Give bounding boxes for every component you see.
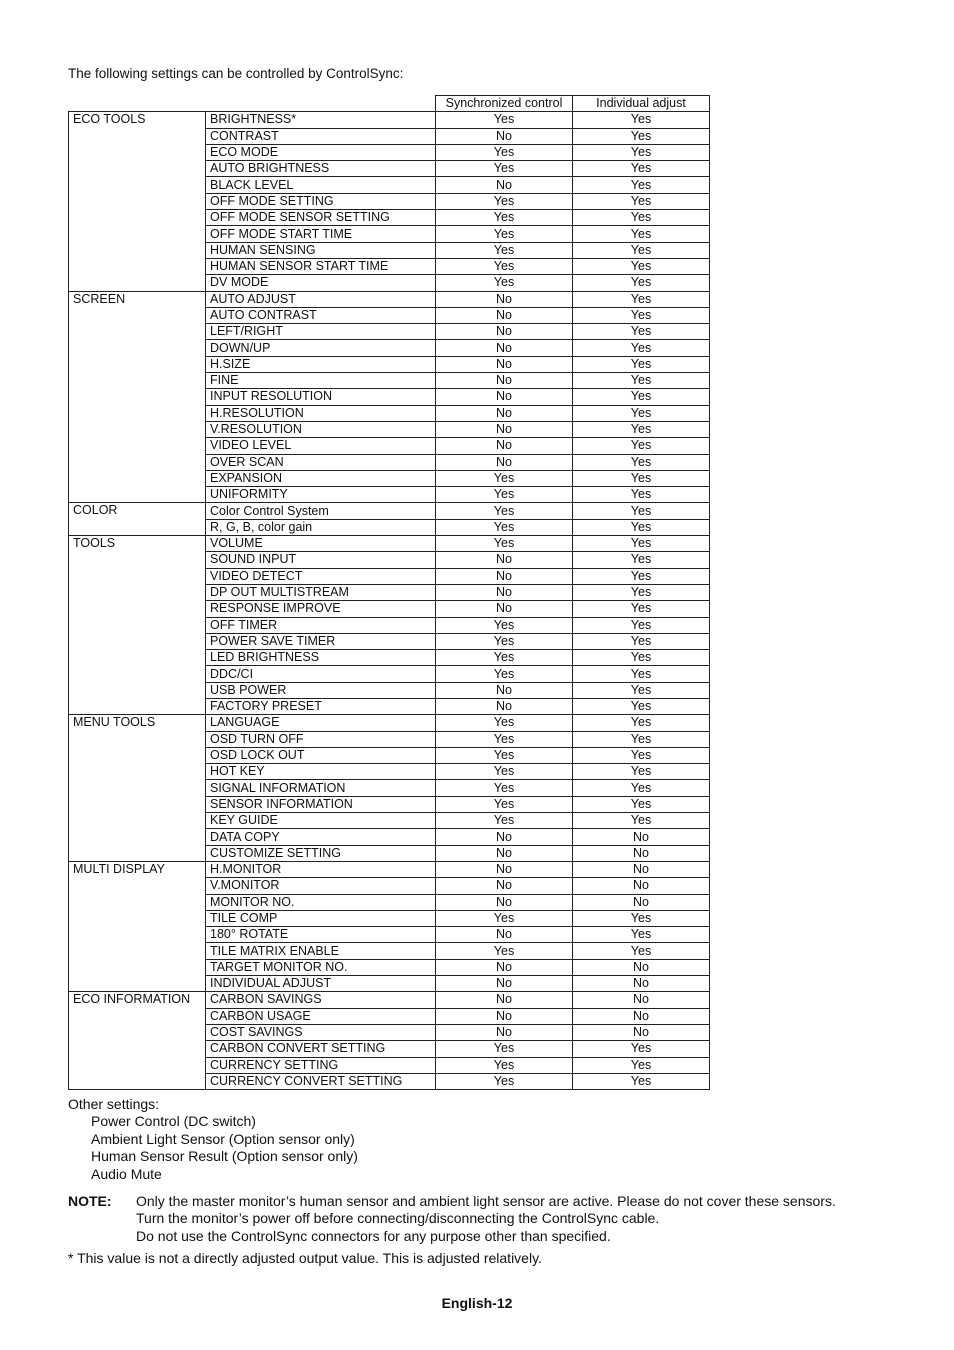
sync-value-cell: No bbox=[436, 927, 573, 943]
sync-value-cell: Yes bbox=[436, 764, 573, 780]
individual-value-cell: Yes bbox=[573, 927, 710, 943]
category-cell: COLOR bbox=[69, 503, 206, 536]
sync-value-cell: Yes bbox=[436, 503, 573, 519]
sync-value-cell: No bbox=[436, 584, 573, 600]
individual-value-cell: No bbox=[573, 894, 710, 910]
setting-cell: R, G, B, color gain bbox=[206, 519, 436, 535]
sync-value-cell: Yes bbox=[436, 193, 573, 209]
individual-value-cell: Yes bbox=[573, 210, 710, 226]
setting-cell: OFF TIMER bbox=[206, 617, 436, 633]
individual-value-cell: Yes bbox=[573, 617, 710, 633]
note-line: Turn the monitor’s power off before connecting/disconnecting the ControlSync cable. bbox=[136, 1210, 660, 1227]
setting-cell: CURRENCY SETTING bbox=[206, 1057, 436, 1073]
header-individual-adjust: Individual adjust bbox=[573, 96, 710, 112]
setting-cell: CUSTOMIZE SETTING bbox=[206, 845, 436, 861]
setting-cell: Color Control System bbox=[206, 503, 436, 519]
individual-value-cell: Yes bbox=[573, 470, 710, 486]
note-line: Only the master monitor’s human sensor and ambient light sensor are active. Please do not cover these sensors. bbox=[136, 1193, 836, 1209]
table-row bbox=[69, 536, 710, 552]
sync-value-cell: Yes bbox=[436, 1073, 573, 1089]
setting-cell: OSD LOCK OUT bbox=[206, 747, 436, 763]
individual-value-cell: No bbox=[573, 959, 710, 975]
category-cell: SCREEN bbox=[69, 291, 206, 503]
individual-value-cell: Yes bbox=[573, 128, 710, 144]
setting-cell: HOT KEY bbox=[206, 764, 436, 780]
sync-value-cell: No bbox=[436, 878, 573, 894]
individual-value-cell: Yes bbox=[573, 1057, 710, 1073]
sync-value-cell: No bbox=[436, 373, 573, 389]
individual-value-cell: Yes bbox=[573, 324, 710, 340]
sync-value-cell: Yes bbox=[436, 666, 573, 682]
sync-value-cell: No bbox=[436, 324, 573, 340]
setting-cell: CARBON SAVINGS bbox=[206, 992, 436, 1008]
individual-value-cell: Yes bbox=[573, 405, 710, 421]
setting-cell: OVER SCAN bbox=[206, 454, 436, 470]
sync-value-cell: No bbox=[436, 568, 573, 584]
setting-cell: HUMAN SENSING bbox=[206, 242, 436, 258]
individual-value-cell: Yes bbox=[573, 584, 710, 600]
setting-cell: V.MONITOR bbox=[206, 878, 436, 894]
sync-value-cell: No bbox=[436, 1024, 573, 1040]
individual-value-cell: No bbox=[573, 845, 710, 861]
setting-cell: VIDEO LEVEL bbox=[206, 438, 436, 454]
individual-value-cell: Yes bbox=[573, 373, 710, 389]
individual-value-cell: Yes bbox=[573, 1041, 710, 1057]
sync-value-cell: Yes bbox=[436, 813, 573, 829]
individual-value-cell: Yes bbox=[573, 177, 710, 193]
setting-cell: SENSOR INFORMATION bbox=[206, 796, 436, 812]
setting-cell: POWER SAVE TIMER bbox=[206, 633, 436, 649]
setting-cell: EXPANSION bbox=[206, 470, 436, 486]
individual-value-cell: Yes bbox=[573, 389, 710, 405]
sync-value-cell: No bbox=[436, 861, 573, 877]
sync-value-cell: No bbox=[436, 454, 573, 470]
table-row bbox=[69, 715, 710, 731]
individual-value-cell: Yes bbox=[573, 910, 710, 926]
individual-value-cell: No bbox=[573, 976, 710, 992]
setting-cell: V.RESOLUTION bbox=[206, 421, 436, 437]
individual-value-cell: Yes bbox=[573, 698, 710, 714]
sync-value-cell: Yes bbox=[436, 519, 573, 535]
sync-value-cell: No bbox=[436, 959, 573, 975]
sync-value-cell: No bbox=[436, 340, 573, 356]
sync-value-cell: Yes bbox=[436, 226, 573, 242]
sync-value-cell: Yes bbox=[436, 470, 573, 486]
individual-value-cell: Yes bbox=[573, 943, 710, 959]
individual-value-cell: Yes bbox=[573, 682, 710, 698]
intro-text: The following settings can be controlled by ControlSync: bbox=[68, 66, 404, 81]
header-blank bbox=[69, 96, 206, 112]
sync-value-cell: Yes bbox=[436, 161, 573, 177]
sync-value-cell: No bbox=[436, 438, 573, 454]
sync-value-cell: Yes bbox=[436, 796, 573, 812]
individual-value-cell: Yes bbox=[573, 650, 710, 666]
setting-cell: DP OUT MULTISTREAM bbox=[206, 584, 436, 600]
sync-value-cell: Yes bbox=[436, 731, 573, 747]
page-number: English-12 bbox=[441, 1295, 513, 1311]
setting-cell: VOLUME bbox=[206, 536, 436, 552]
other-settings-item: Human Sensor Result (Option sensor only) bbox=[91, 1148, 358, 1165]
setting-cell: KEY GUIDE bbox=[206, 813, 436, 829]
individual-value-cell: Yes bbox=[573, 242, 710, 258]
sync-value-cell: Yes bbox=[436, 536, 573, 552]
sync-value-cell: No bbox=[436, 405, 573, 421]
setting-cell: RESPONSE IMPROVE bbox=[206, 601, 436, 617]
setting-cell: H.SIZE bbox=[206, 356, 436, 372]
individual-value-cell: Yes bbox=[573, 1073, 710, 1089]
individual-value-cell: Yes bbox=[573, 275, 710, 291]
individual-value-cell: Yes bbox=[573, 666, 710, 682]
setting-cell: AUTO BRIGHTNESS bbox=[206, 161, 436, 177]
category-cell: ECO INFORMATION bbox=[69, 992, 206, 1090]
header-blank bbox=[206, 96, 436, 112]
individual-value-cell: Yes bbox=[573, 438, 710, 454]
sync-value-cell: No bbox=[436, 389, 573, 405]
sync-value-cell: Yes bbox=[436, 144, 573, 160]
setting-cell: TILE COMP bbox=[206, 910, 436, 926]
individual-value-cell: Yes bbox=[573, 731, 710, 747]
sync-value-cell: No bbox=[436, 698, 573, 714]
setting-cell: VIDEO DETECT bbox=[206, 568, 436, 584]
setting-cell: CURRENCY CONVERT SETTING bbox=[206, 1073, 436, 1089]
setting-cell: OFF MODE SETTING bbox=[206, 193, 436, 209]
individual-value-cell: Yes bbox=[573, 536, 710, 552]
table-body bbox=[69, 112, 710, 1090]
setting-cell: INDIVIDUAL ADJUST bbox=[206, 976, 436, 992]
category-cell: MENU TOOLS bbox=[69, 715, 206, 862]
individual-value-cell: Yes bbox=[573, 226, 710, 242]
sync-value-cell: No bbox=[436, 291, 573, 307]
individual-value-cell: No bbox=[573, 992, 710, 1008]
setting-cell: BLACK LEVEL bbox=[206, 177, 436, 193]
sync-value-cell: Yes bbox=[436, 780, 573, 796]
category-cell: ECO TOOLS bbox=[69, 112, 206, 291]
setting-cell: H.MONITOR bbox=[206, 861, 436, 877]
sync-value-cell: Yes bbox=[436, 943, 573, 959]
sync-value-cell: Yes bbox=[436, 487, 573, 503]
setting-cell: UNIFORMITY bbox=[206, 487, 436, 503]
sync-value-cell: Yes bbox=[436, 747, 573, 763]
sync-value-cell: Yes bbox=[436, 1041, 573, 1057]
category-cell: MULTI DISPLAY bbox=[69, 861, 206, 991]
setting-cell: OSD TURN OFF bbox=[206, 731, 436, 747]
sync-value-cell: Yes bbox=[436, 715, 573, 731]
sync-value-cell: No bbox=[436, 356, 573, 372]
individual-value-cell: Yes bbox=[573, 454, 710, 470]
setting-cell: AUTO CONTRAST bbox=[206, 307, 436, 323]
setting-cell: OFF MODE START TIME bbox=[206, 226, 436, 242]
individual-value-cell: No bbox=[573, 861, 710, 877]
individual-value-cell: Yes bbox=[573, 633, 710, 649]
setting-cell: H.RESOLUTION bbox=[206, 405, 436, 421]
individual-value-cell: Yes bbox=[573, 356, 710, 372]
individual-value-cell: Yes bbox=[573, 764, 710, 780]
sync-value-cell: No bbox=[436, 894, 573, 910]
setting-cell: BRIGHTNESS* bbox=[206, 112, 436, 128]
individual-value-cell: Yes bbox=[573, 112, 710, 128]
note-block bbox=[68, 1193, 836, 1245]
sync-value-cell: No bbox=[436, 552, 573, 568]
note-body bbox=[136, 1193, 836, 1245]
controlsync-settings-table bbox=[68, 95, 710, 1090]
setting-cell: COST SAVINGS bbox=[206, 1024, 436, 1040]
individual-value-cell: Yes bbox=[573, 487, 710, 503]
setting-cell: MONITOR NO. bbox=[206, 894, 436, 910]
setting-cell: DDC/CI bbox=[206, 666, 436, 682]
sync-value-cell: Yes bbox=[436, 633, 573, 649]
individual-value-cell: Yes bbox=[573, 568, 710, 584]
individual-value-cell: Yes bbox=[573, 291, 710, 307]
sync-value-cell: Yes bbox=[436, 617, 573, 633]
sync-value-cell: No bbox=[436, 976, 573, 992]
setting-cell: DV MODE bbox=[206, 275, 436, 291]
setting-cell: OFF MODE SENSOR SETTING bbox=[206, 210, 436, 226]
sync-value-cell: No bbox=[436, 421, 573, 437]
category-cell: TOOLS bbox=[69, 536, 206, 715]
setting-cell: SOUND INPUT bbox=[206, 552, 436, 568]
setting-cell: LEFT/RIGHT bbox=[206, 324, 436, 340]
table-row bbox=[69, 861, 710, 877]
setting-cell: HUMAN SENSOR START TIME bbox=[206, 258, 436, 274]
footnote: * This value is not a directly adjusted output value. This is adjusted relatively. bbox=[68, 1250, 542, 1266]
sync-value-cell: Yes bbox=[436, 242, 573, 258]
individual-value-cell: Yes bbox=[573, 519, 710, 535]
individual-value-cell: Yes bbox=[573, 161, 710, 177]
other-settings bbox=[68, 1096, 358, 1183]
sync-value-cell: No bbox=[436, 307, 573, 323]
individual-value-cell: No bbox=[573, 1024, 710, 1040]
setting-cell: CONTRAST bbox=[206, 128, 436, 144]
sync-value-cell: No bbox=[436, 177, 573, 193]
setting-cell: SIGNAL INFORMATION bbox=[206, 780, 436, 796]
setting-cell: FACTORY PRESET bbox=[206, 698, 436, 714]
setting-cell: TARGET MONITOR NO. bbox=[206, 959, 436, 975]
individual-value-cell: Yes bbox=[573, 780, 710, 796]
setting-cell: FINE bbox=[206, 373, 436, 389]
note-line: Do not use the ControlSync connectors for any purpose other than specified. bbox=[136, 1227, 611, 1244]
sync-value-cell: Yes bbox=[436, 275, 573, 291]
individual-value-cell: Yes bbox=[573, 421, 710, 437]
setting-cell: DATA COPY bbox=[206, 829, 436, 845]
other-settings-item: Power Control (DC switch) bbox=[91, 1113, 256, 1130]
other-settings-heading: Other settings: bbox=[68, 1096, 160, 1112]
table-header-row bbox=[69, 96, 710, 112]
setting-cell: ECO MODE bbox=[206, 144, 436, 160]
note-label: NOTE: bbox=[68, 1193, 112, 1209]
setting-cell: TILE MATRIX ENABLE bbox=[206, 943, 436, 959]
setting-cell: INPUT RESOLUTION bbox=[206, 389, 436, 405]
setting-cell: 180° ROTATE bbox=[206, 927, 436, 943]
setting-cell: AUTO ADJUST bbox=[206, 291, 436, 307]
header-synchronized-control: Synchronized control bbox=[436, 96, 573, 112]
individual-value-cell: Yes bbox=[573, 715, 710, 731]
individual-value-cell: Yes bbox=[573, 193, 710, 209]
setting-cell: USB POWER bbox=[206, 682, 436, 698]
sync-value-cell: Yes bbox=[436, 1057, 573, 1073]
sync-value-cell: No bbox=[436, 829, 573, 845]
setting-cell: DOWN/UP bbox=[206, 340, 436, 356]
sync-value-cell: Yes bbox=[436, 210, 573, 226]
sync-value-cell: No bbox=[436, 845, 573, 861]
individual-value-cell: Yes bbox=[573, 503, 710, 519]
individual-value-cell: Yes bbox=[573, 144, 710, 160]
other-settings-item: Audio Mute bbox=[91, 1165, 162, 1182]
sync-value-cell: No bbox=[436, 128, 573, 144]
individual-value-cell: No bbox=[573, 878, 710, 894]
individual-value-cell: No bbox=[573, 829, 710, 845]
other-settings-item: Ambient Light Sensor (Option sensor only) bbox=[91, 1130, 355, 1147]
sync-value-cell: Yes bbox=[436, 112, 573, 128]
sync-value-cell: Yes bbox=[436, 258, 573, 274]
setting-cell: CARBON USAGE bbox=[206, 1008, 436, 1024]
individual-value-cell: Yes bbox=[573, 813, 710, 829]
sync-value-cell: Yes bbox=[436, 910, 573, 926]
sync-value-cell: No bbox=[436, 992, 573, 1008]
setting-cell: LANGUAGE bbox=[206, 715, 436, 731]
individual-value-cell: Yes bbox=[573, 258, 710, 274]
setting-cell: LED BRIGHTNESS bbox=[206, 650, 436, 666]
individual-value-cell: Yes bbox=[573, 601, 710, 617]
individual-value-cell: No bbox=[573, 1008, 710, 1024]
sync-value-cell: No bbox=[436, 682, 573, 698]
sync-value-cell: Yes bbox=[436, 650, 573, 666]
sync-value-cell: No bbox=[436, 1008, 573, 1024]
table-row bbox=[69, 992, 710, 1008]
individual-value-cell: Yes bbox=[573, 307, 710, 323]
individual-value-cell: Yes bbox=[573, 747, 710, 763]
table-row bbox=[69, 291, 710, 307]
setting-cell: CARBON CONVERT SETTING bbox=[206, 1041, 436, 1057]
table-row bbox=[69, 112, 710, 128]
sync-value-cell: No bbox=[436, 601, 573, 617]
individual-value-cell: Yes bbox=[573, 340, 710, 356]
individual-value-cell: Yes bbox=[573, 796, 710, 812]
individual-value-cell: Yes bbox=[573, 552, 710, 568]
table-row bbox=[69, 503, 710, 519]
